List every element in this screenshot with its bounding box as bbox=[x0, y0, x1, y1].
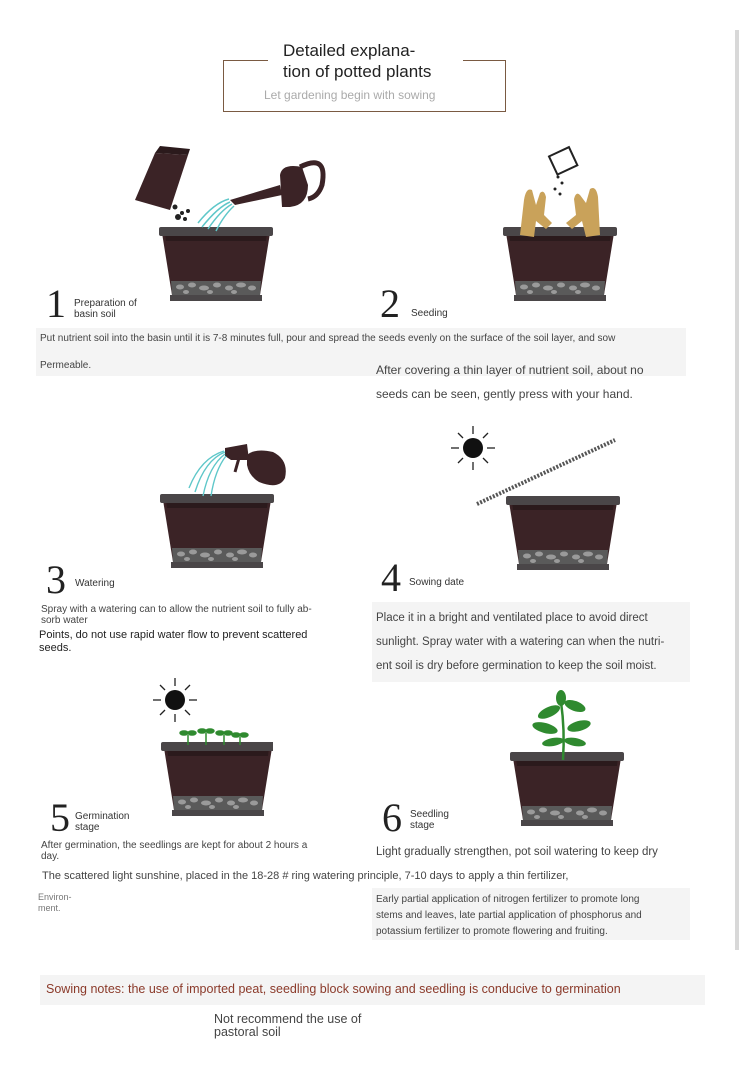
step2-label: Seeding bbox=[411, 308, 448, 319]
step6-label: Seedling stage bbox=[410, 809, 449, 831]
sowing-notes: Sowing notes: the use of imported peat, seedling block sowing and seedling is conducive to germination bbox=[46, 982, 621, 996]
watering-can-icon bbox=[230, 163, 323, 207]
step6-illustration bbox=[505, 690, 630, 835]
step2-text: After covering a thin layer of nutrient soil, about no seeds can be seen, gently press with your hand. bbox=[376, 363, 644, 401]
step3-text-2: Points, do not use rapid water flow to prevent scattered seeds. bbox=[39, 629, 308, 654]
shade-net-icon bbox=[477, 440, 615, 504]
plant-icon bbox=[531, 690, 592, 760]
step1-number: 1 bbox=[46, 281, 66, 326]
sun-icon bbox=[153, 678, 197, 722]
step4-illustration bbox=[445, 420, 625, 580]
step6-text: Light gradually strengthen, pot soil watering to keep dry bbox=[376, 846, 658, 858]
step3-text: Spray with a watering can to allow the nutrient soil to fully ab- sorb water bbox=[41, 604, 312, 626]
step5-text-3: Environ- ment. bbox=[38, 892, 72, 913]
step5-text: After germination, the seedlings are kept for about 2 hours a day. bbox=[41, 840, 308, 862]
sowing-notes-2: Not recommend the use of pastoral soil bbox=[214, 1012, 362, 1039]
step5-text-2: The scattered light sunshine, placed in the 18-28 # ring watering principle, 7-10 days to apply a thin fertilizer, bbox=[42, 870, 569, 882]
step3-illustration bbox=[155, 430, 295, 578]
page-subtitle: Let gardening begin with sowing bbox=[264, 88, 436, 102]
step2-number: 2 bbox=[380, 281, 400, 326]
step4-text: Place it in a bright and ventilated place to avoid direct sunlight. Spray water with a watering can when the nutri- ent soil is dry before germination to keep the soil moist. bbox=[376, 612, 665, 672]
step4-number: 4 bbox=[381, 555, 401, 600]
step5-illustration bbox=[148, 675, 273, 830]
step1-illustration bbox=[130, 145, 335, 310]
step4-label: Sowing date bbox=[409, 577, 465, 588]
seed-packet-icon bbox=[549, 147, 577, 174]
spray-bottle-icon bbox=[225, 444, 286, 485]
step1-text: Put nutrient soil into the basin until it is 7-8 minutes full, pour and spread the seeds evenly on the surface of the soil layer, and sow bbox=[40, 333, 616, 344]
step3-number: 3 bbox=[46, 557, 66, 602]
soil-bag-icon bbox=[135, 146, 190, 210]
step3-label: Watering bbox=[75, 578, 115, 589]
step1-text-2: Permeable. bbox=[40, 360, 92, 371]
step2-illustration bbox=[500, 145, 620, 310]
step6-text-2: Early partial application of nitrogen fertilizer to promote long stems and leaves, late partial application of phosphorus and potassium fertilizer to promote flowering and fruiting. bbox=[376, 894, 642, 937]
step1-label: Preparation of basin soil bbox=[74, 298, 137, 320]
step5-label: Germination stage bbox=[75, 811, 130, 833]
step6-number: 6 bbox=[382, 795, 402, 840]
page-edge bbox=[735, 30, 739, 950]
sun-icon bbox=[451, 426, 495, 470]
page-title: Detailed explana- tion of potted plants bbox=[283, 41, 432, 81]
step5-number: 5 bbox=[50, 795, 70, 840]
